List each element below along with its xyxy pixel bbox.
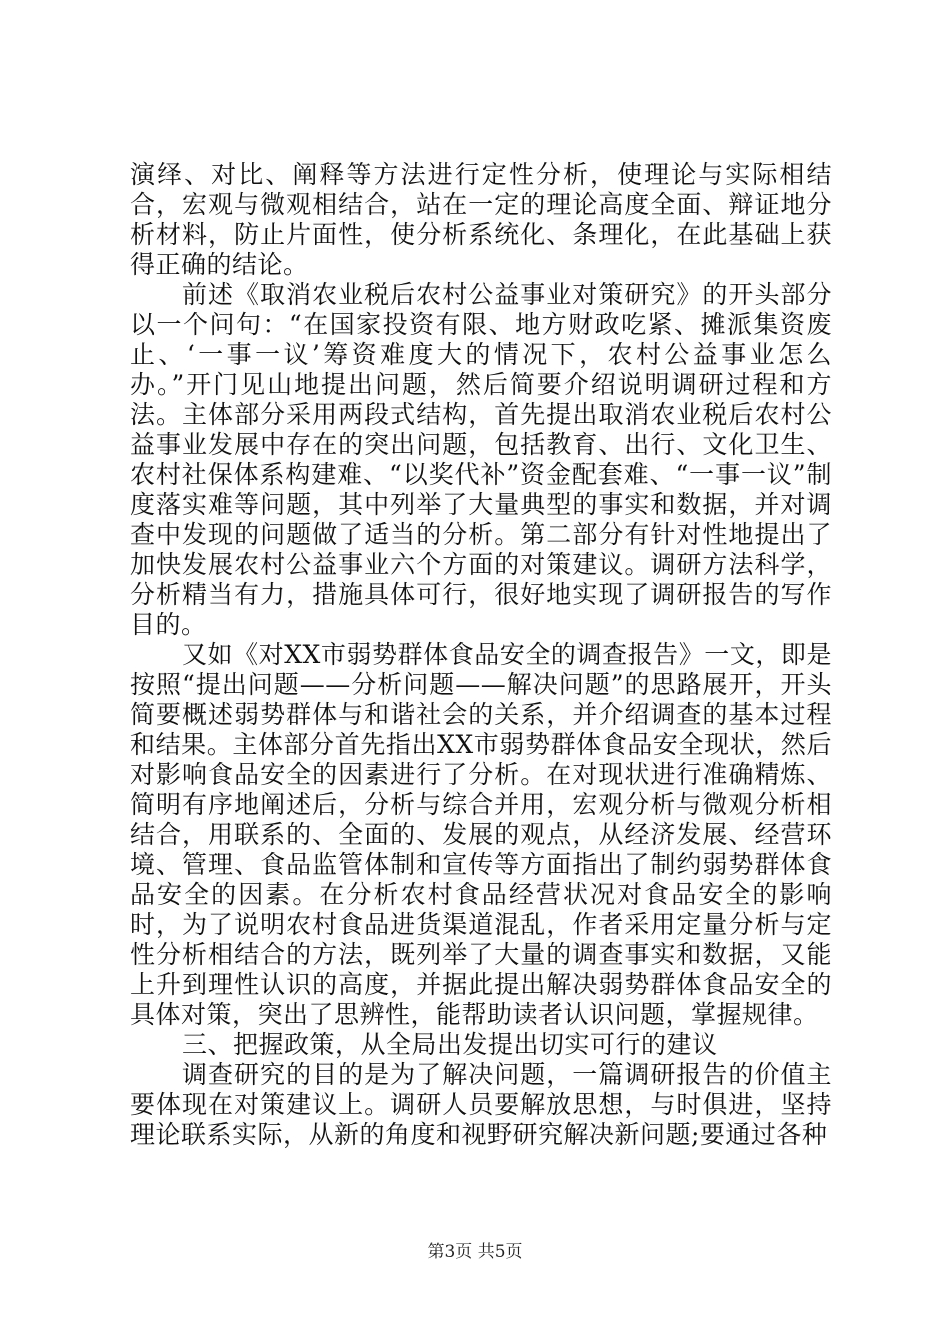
paragraph-rural-public-welfare-example: 前述《取消农业税后农村公益事业对策研究》的开头部分以一个问句：“在国家投资有限、地方财政吃紧、摊派集资废止、‘一事一议’筹资难度大的情况下，农村公益事业怎么办。”开门见山地提出问题，然后简要介绍说明调研过程和方法。主体部分采用两段式结构，首先提出取消农业税后农村公益事业发展中存在的突出问题，包括教育、出行、文化卫生、农村社保体系构建难、“以奖代补”资金配套难、“一事一议”制度落实难等问题，其中列举了大量典型的事实和数据，并对调查中发现的问题做了适当的分析。第二部分有针对性地提出了加快发展农村公益事业六个方面的对策建议。调研方法科学，分析精当有力，措施具体可行，很好地实现了调研报告的写作目的。 (130, 280, 832, 639)
section-heading: 三、把握政策，从全局出发提出切实可行的建议 (182, 1030, 718, 1059)
paragraph-policy-suggestions: 调查研究的目的是为了解决问题，一篇调研报告的价值主要体现在对策建议上。调研人员要解放思想，与时俱进，坚持理论联系实际，从新的角度和视野研究解决新问题;要通过各种 (130, 1060, 832, 1149)
body-text (130, 160, 832, 1150)
page-number-footer: 第3页 共5页 (427, 1242, 523, 1262)
paragraph-continuation: 演绎、对比、阐释等方法进行定性分析，使理论与实际相结合，宏观与微观相结合，站在一定的理论高度全面、辩证地分析材料，防止片面性，使分析系统化、条理化，在此基础上获得正确的结论。 (130, 160, 832, 279)
paragraph-food-safety-example: 又如《对XX市弱势群体食品安全的调查报告》一文，即是按照“提出问题——分析问题——解决问题”的思路展开，开头简要概述弱势群体与和谐社会的关系，并介绍调查的基本过程和结果。主体部分首先指出XX市弱势群体食品安全现状，然后对影响食品安全的因素进行了分析。在对现状进行准确精炼、简明有序地阐述后，分析与综合并用，宏观分析与微观分析相结合，用联系的、全面的、发展的观点，从经济发展、经营环境、管理、食品监管体制和宣传等方面指出了制约弱势群体食品安全的因素。在分析农村食品经营状况对食品安全的影响时，为了说明农村食品进货渠道混乱，作者采用定量分析与定性分析相结合的方法，既列举了大量的调查事实和数据，又能上升到理性认识的高度，并据此提出解决弱势群体食品安全的具体对策，突出了思辨性，能帮助读者认识问题，掌握规律。 (130, 640, 832, 1029)
